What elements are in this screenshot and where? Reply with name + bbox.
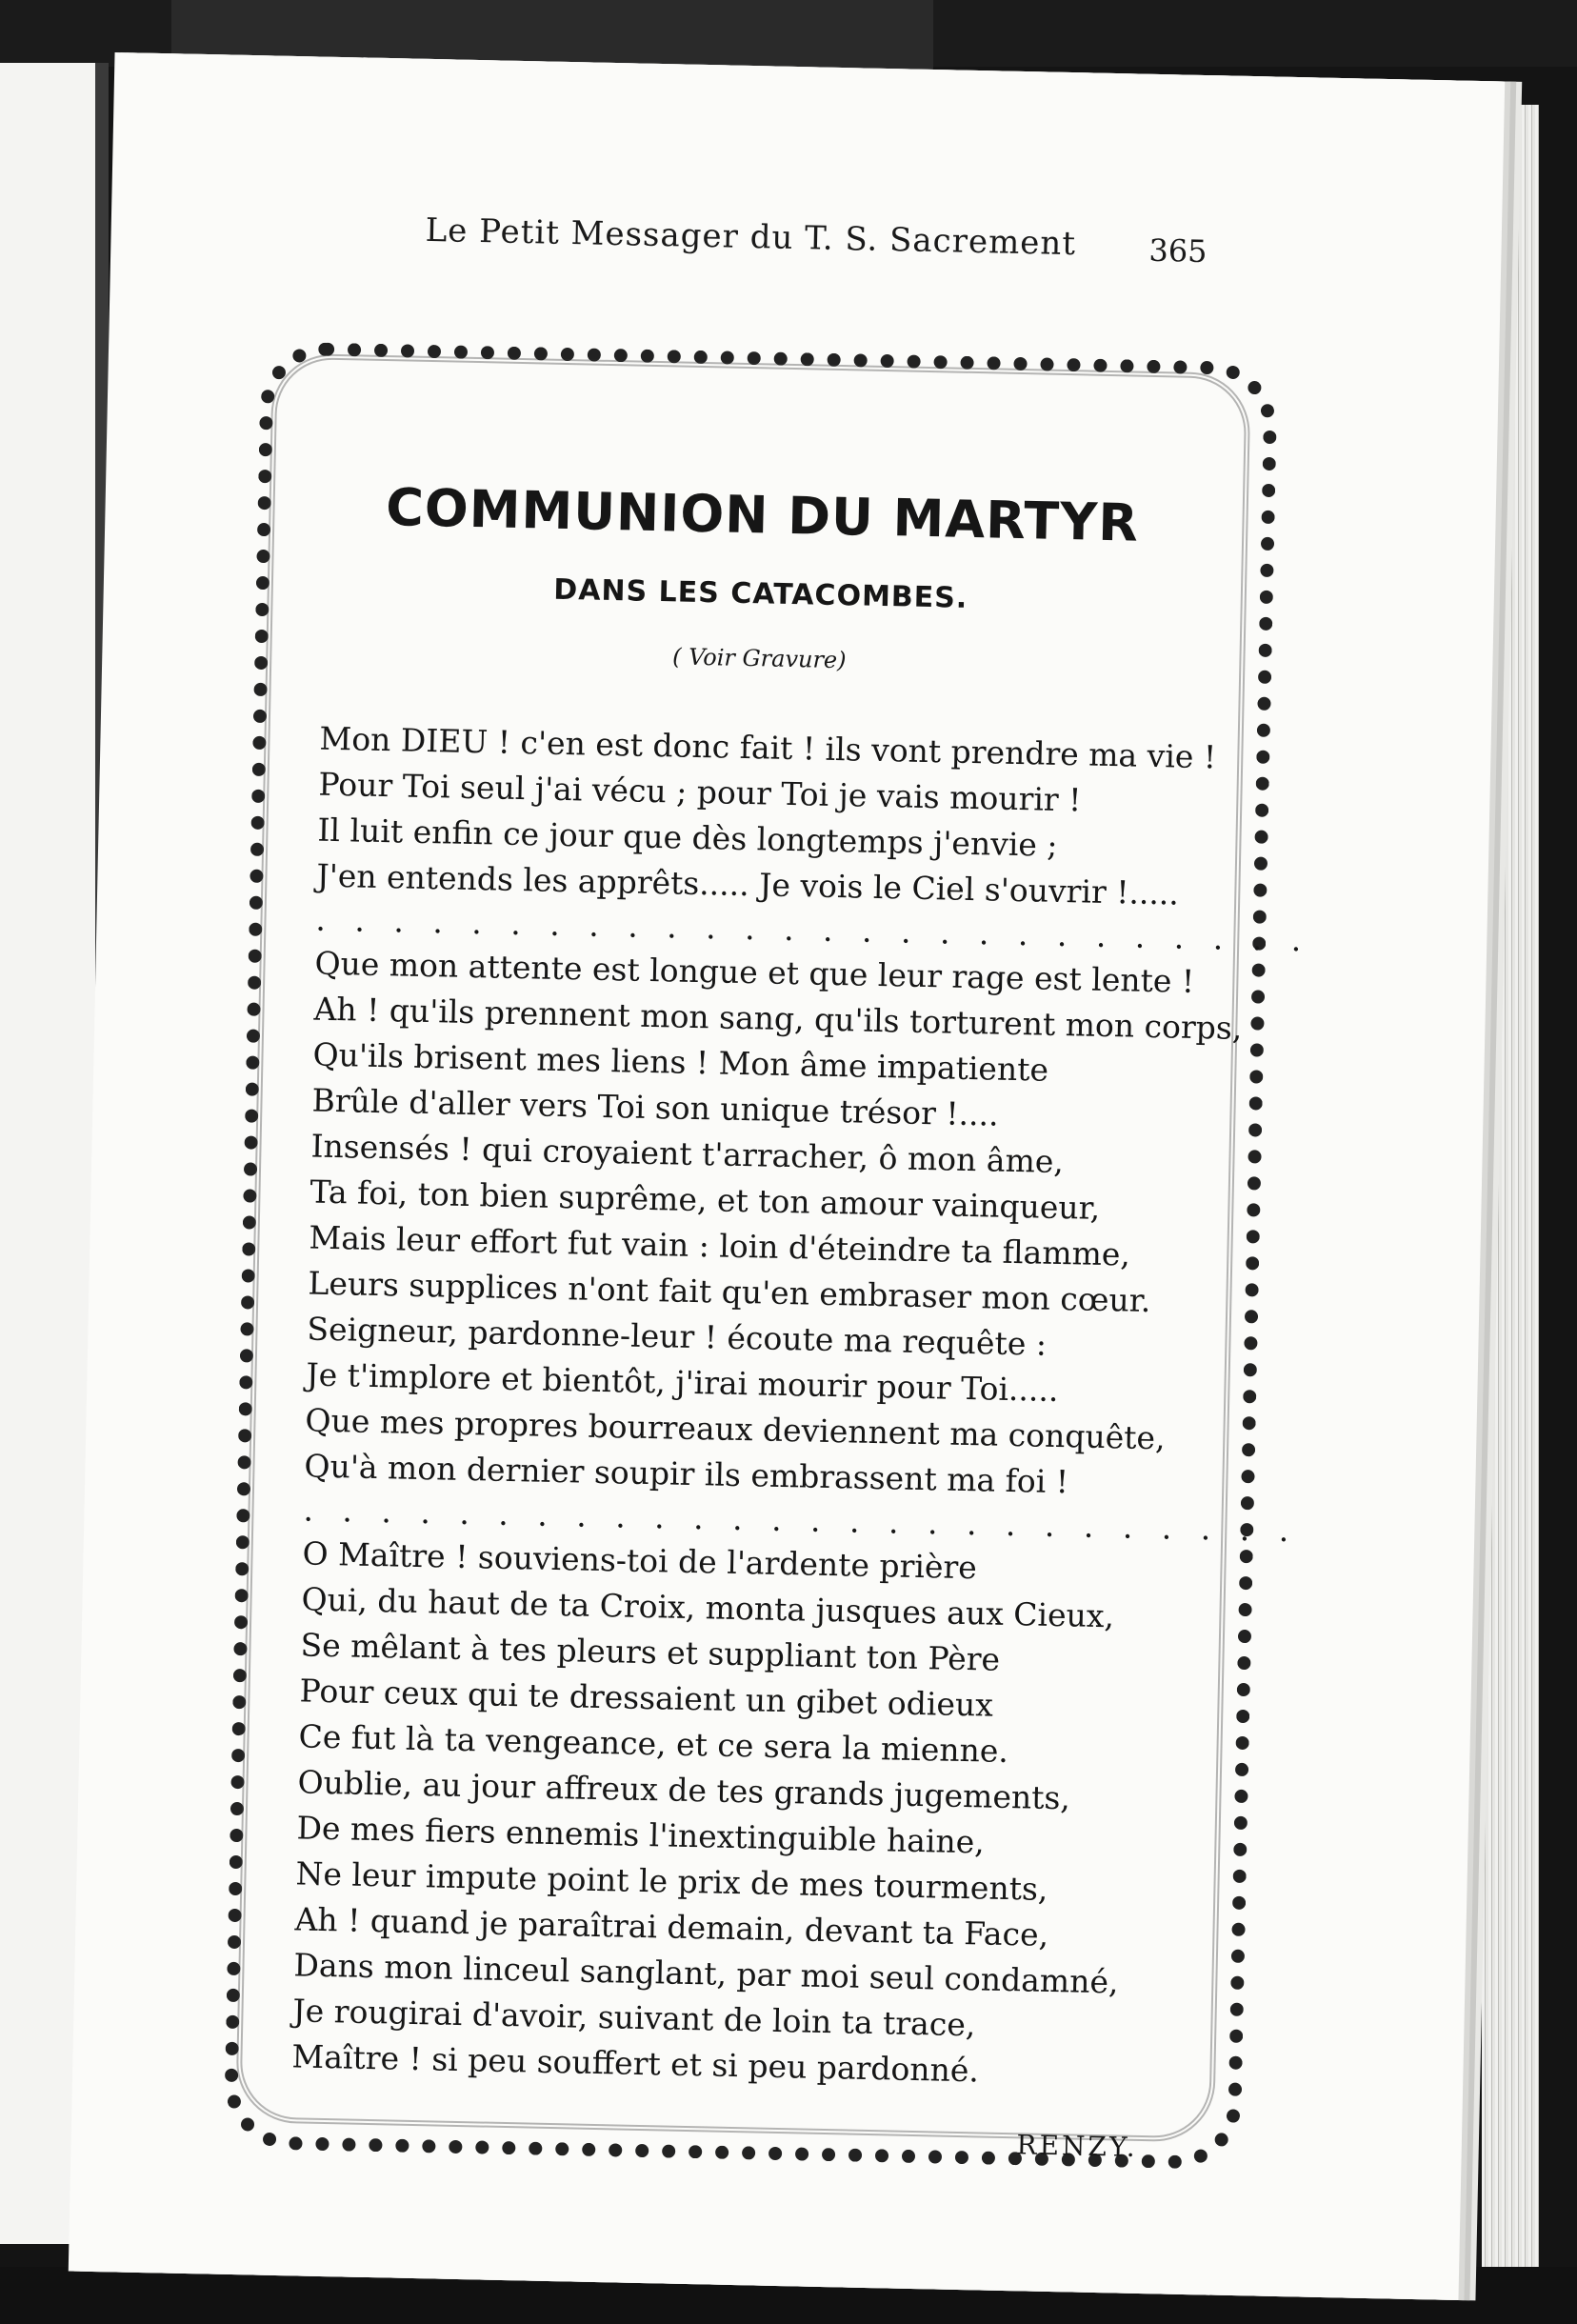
verse-line: Mon DIEU ! c'en est donc fait ! ils vont prendre ma vie ! bbox=[319, 719, 1217, 776]
verse-line: Oublie, au jour affreux de tes grands jugements, bbox=[297, 1763, 1071, 1817]
stanza-1 bbox=[316, 716, 1217, 917]
verse-line: Qu'à mon dernier soupir ils embrassent ma foi ! bbox=[304, 1447, 1069, 1501]
verse-line: Ah ! qu'ils prennent mon sang, qu'ils torturent mon corps, bbox=[313, 990, 1243, 1047]
verse-line: O Maître ! souviens-toi de l'ardente prière bbox=[302, 1534, 978, 1587]
verse-line: Mais leur effort fut vain : loin d'éteindre ta flamme, bbox=[309, 1218, 1131, 1273]
poem-subtitle: DANS LES CATACOMBES. bbox=[553, 572, 968, 615]
verse-line: Je rougirai d'avoir, suivant de loin ta trace, bbox=[292, 1992, 976, 2044]
verse-line: Seigneur, pardonne-leur ! écoute ma requête : bbox=[307, 1310, 1048, 1363]
page-number: 365 bbox=[1148, 231, 1208, 270]
stanza-3 bbox=[291, 1531, 1179, 2097]
verse-line: Je t'implore et bientôt, j'irai mourir pour Toi..... bbox=[306, 1355, 1059, 1410]
verse-line: Qu'ils brisent mes liens ! Mon âme impatiente bbox=[312, 1035, 1049, 1089]
verse-line: Ah ! quand je paraîtrai demain, devant ta Face, bbox=[294, 1900, 1049, 1953]
separator-dots: . . . . . . . . . . . . . . . . . . . . . . . . . . bbox=[315, 900, 1311, 959]
verse-line: Se mêlant à tes pleurs et suppliant ton Père bbox=[300, 1626, 1001, 1678]
engraving-note: ( Voir Gravure) bbox=[671, 643, 847, 674]
running-title: Le Petit Messager du T. S. Sacrement bbox=[425, 210, 1077, 264]
verse-line: Pour ceux qui te dressaient un gibet odieux bbox=[299, 1672, 994, 1724]
verse-line: Leurs supplices n'ont fait qu'en embraser mon cœur. bbox=[308, 1264, 1151, 1320]
verse-line: Ta foi, ton bien suprême, et ton amour vainqueur, bbox=[309, 1172, 1101, 1227]
stanza-2 bbox=[304, 941, 1243, 1508]
separator-dots: . . . . . . . . . . . . . . . . . . . . . . . . . . bbox=[303, 1491, 1299, 1550]
verse-line: Brûle d'aller vers Toi son unique trésor !.... bbox=[311, 1081, 1000, 1133]
verse-line: Ce fut là ta vengeance, et ce sera la mienne. bbox=[298, 1717, 1009, 1771]
verse-line: Il luit enfin ce jour que dès longtemps j'envie ; bbox=[317, 811, 1058, 864]
verse-line: Ne leur impute point le prix de mes tourments, bbox=[295, 1854, 1048, 1908]
poem bbox=[290, 448, 1311, 2164]
page-header bbox=[425, 211, 1378, 289]
verse-line: J'en entends les apprêts..... Je vois le Ciel s'ouvrir !..... bbox=[316, 856, 1180, 912]
poem-title: COMMUNION DU MARTYR bbox=[385, 477, 1140, 553]
book-page bbox=[69, 52, 1505, 2300]
verse-line: Dans mon linceul sanglant, par moi seul condamné, bbox=[293, 1946, 1119, 2001]
verse-line: Maître ! si peu souffert et si peu pardonné. bbox=[291, 2037, 980, 2090]
verse-line: Que mes propres bourreaux deviennent ma conquête, bbox=[305, 1401, 1166, 1457]
verse-line: Que mon attente est longue et que leur rage est lente ! bbox=[314, 944, 1195, 1000]
verse-line: Qui, du haut de ta Croix, monta jusques aux Cieux, bbox=[301, 1580, 1115, 1635]
verse-line: Insensés ! qui croyaient t'arracher, ô mon âme, bbox=[310, 1127, 1065, 1181]
verse-line: Pour Toi seul j'ai vécu ; pour Toi je vais mourir ! bbox=[318, 765, 1082, 819]
verse-line: De mes fiers ennemis l'inextinguible haine, bbox=[296, 1809, 986, 1861]
author-signature: RENZY. bbox=[1016, 2129, 1139, 2163]
